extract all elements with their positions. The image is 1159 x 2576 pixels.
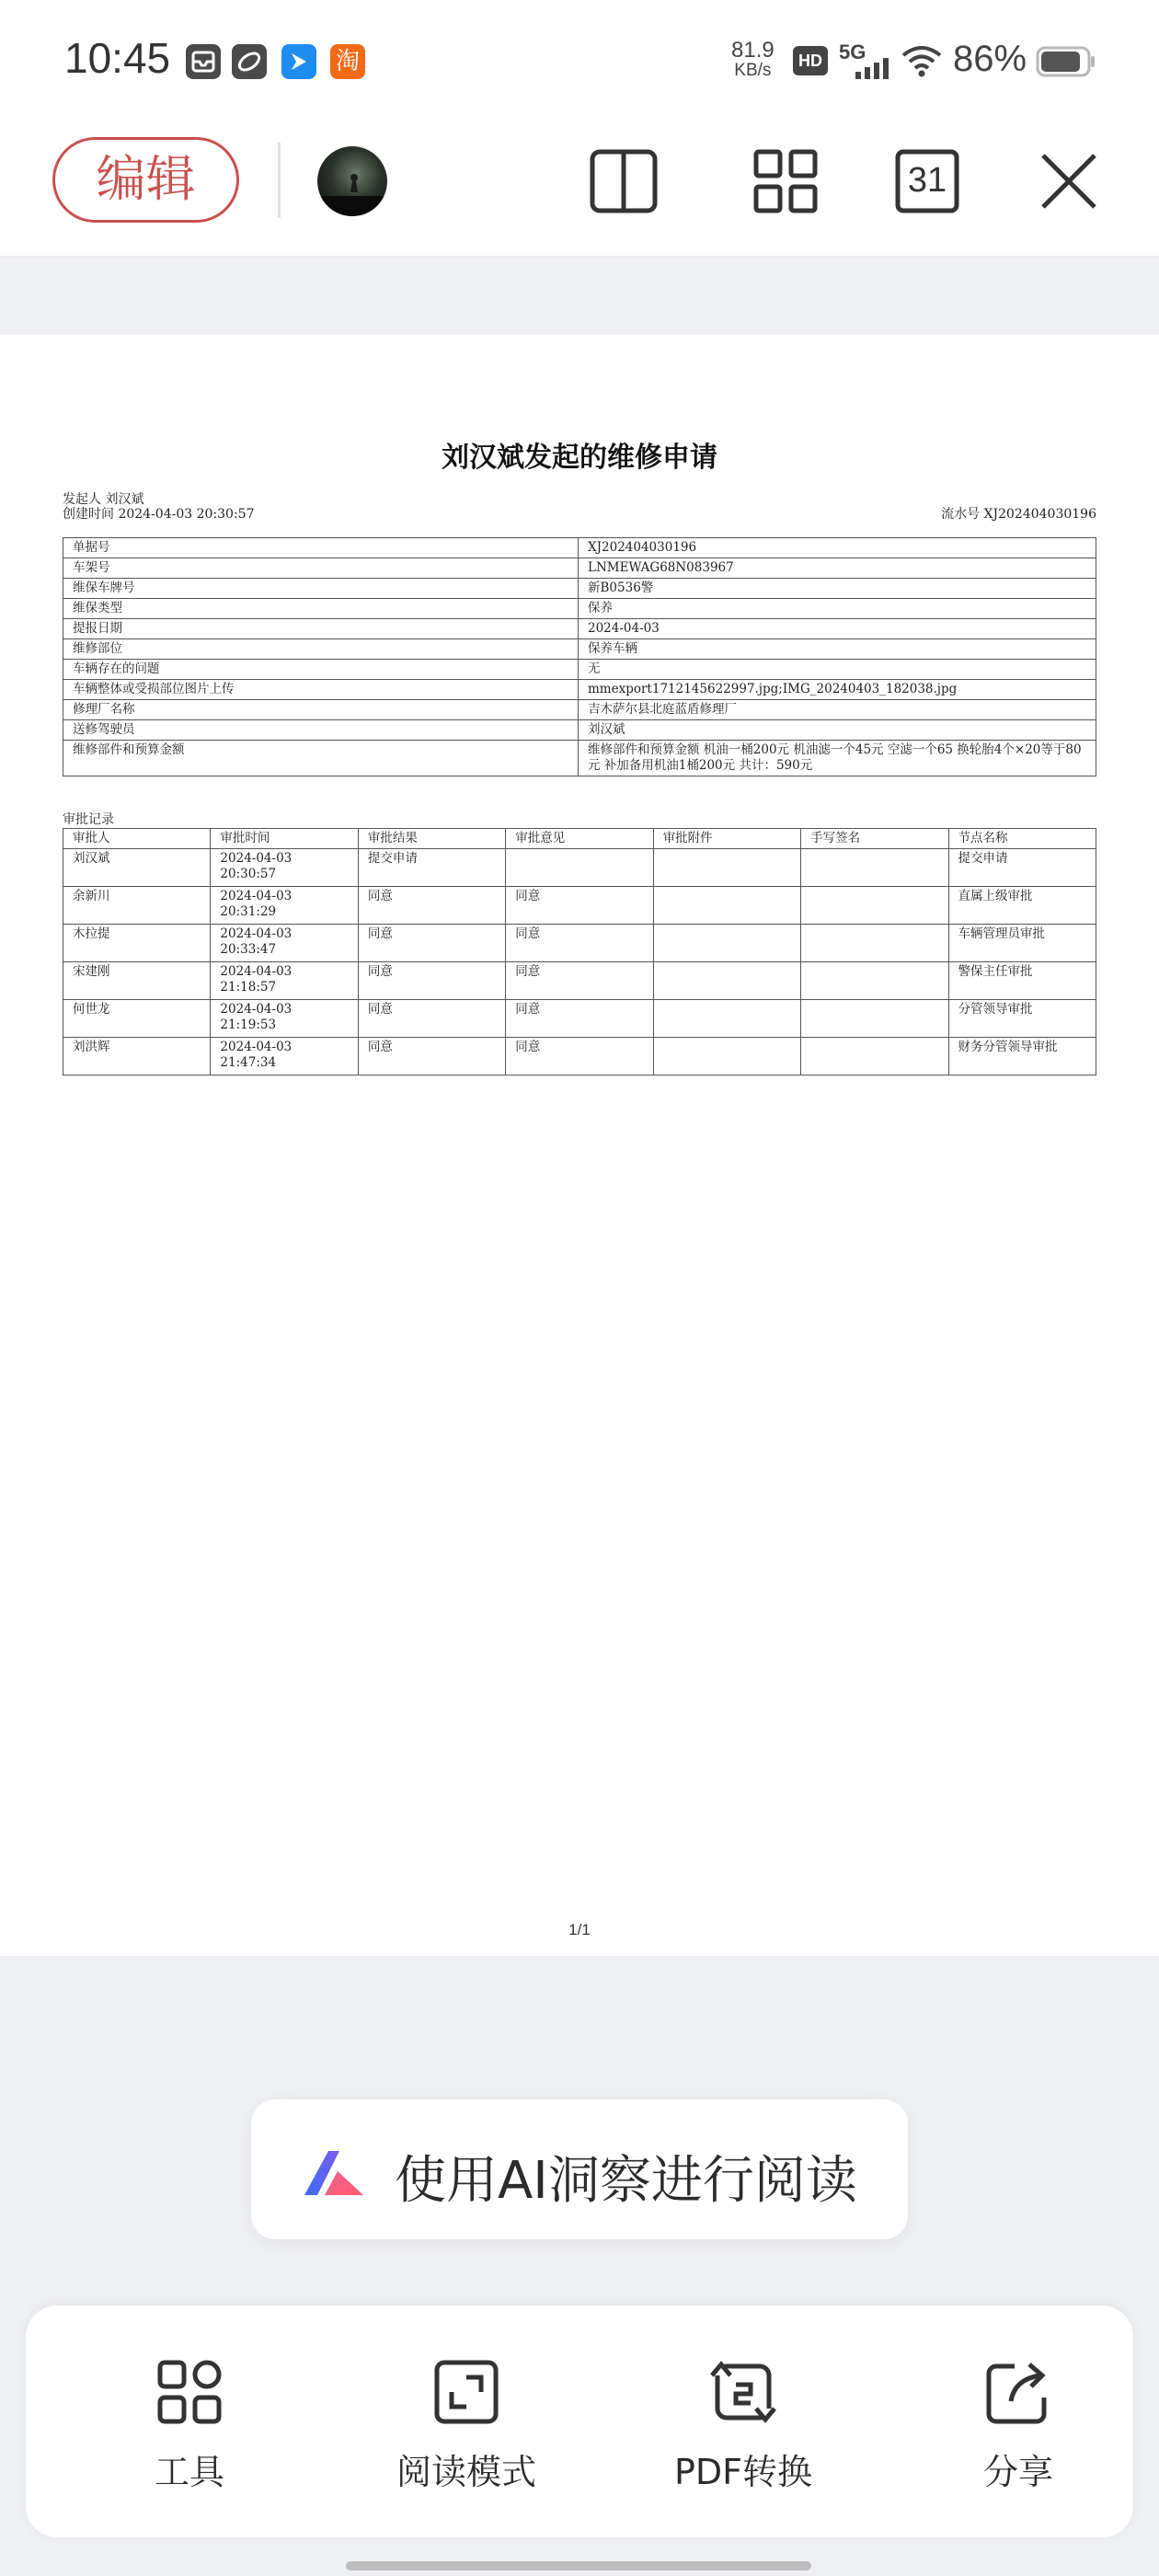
approval-row: [63, 849, 1096, 887]
approval-cell-opinion: [506, 849, 653, 887]
info-value: 新B0536警: [579, 579, 1096, 599]
approval-header-cell: 审批人: [63, 829, 211, 849]
info-key: 提报日期: [63, 619, 579, 639]
network-speed: [731, 40, 775, 81]
info-value: LNMEWAG68N083967: [579, 558, 1096, 579]
approval-cell-time: 2024-04-03 20:31:29: [211, 887, 358, 925]
approval-cell-time: 2024-04-03 20:33:47: [211, 925, 358, 962]
ai-insight-banner[interactable]: [251, 2099, 908, 2239]
approval-cell-approver: 刘洪辉: [63, 1038, 211, 1075]
approval-cell-result: 同意: [358, 925, 505, 962]
info-value: 无: [579, 660, 1096, 680]
feishu-app-icon: [281, 44, 316, 79]
info-row: [63, 660, 1096, 680]
taobao-app-icon: 淘: [330, 44, 365, 79]
info-value: 维修部件和预算金额 机油一桶200元 机油滤一个45元 空滤一个65 换轮胎4个×20等于80元 补加备用机油1桶200元 共计：590元: [579, 741, 1096, 776]
approval-cell-signature: [801, 962, 948, 1000]
close-icon[interactable]: [1032, 144, 1106, 218]
approval-cell-node: 警保主任审批: [948, 962, 1096, 1000]
approval-row: [63, 925, 1096, 962]
info-row: [63, 579, 1096, 599]
approval-cell-opinion: 同意: [506, 1000, 653, 1038]
pdf-convert-button[interactable]: [614, 2357, 872, 2494]
convert-icon: [708, 2357, 778, 2427]
calendar-page-icon[interactable]: [890, 144, 964, 218]
approval-cell-time: 2024-04-03 21:19:53: [211, 1000, 358, 1038]
net-speed-unit: KB/s: [734, 61, 772, 80]
approval-cell-opinion: 同意: [506, 1038, 653, 1075]
approval-cell-result: 提交申请: [358, 849, 505, 887]
document-title: 刘汉斌发起的维修申请: [442, 442, 717, 474]
approval-cell-approver: 木拉提: [63, 925, 211, 962]
approval-row: [63, 1038, 1096, 1075]
approval-header-cell: 审批时间: [211, 829, 358, 849]
pdf-convert-label: PDF转换: [673, 2452, 813, 2492]
thumbnails-grid-icon[interactable]: [749, 144, 822, 218]
application-info-table: [63, 537, 1096, 776]
approval-cell-node: 提交申请: [948, 849, 1096, 887]
calendar-day: 31: [907, 161, 947, 200]
approval-header-cell: 审批结果: [358, 829, 505, 849]
info-value: 2024-04-03: [579, 619, 1096, 639]
approval-cell-result: 同意: [358, 887, 505, 925]
link-app-icon: [232, 44, 267, 79]
approval-cell-approver: 余新川: [63, 887, 211, 925]
approval-cell-signature: [801, 887, 948, 925]
battery-percent: 86%: [953, 39, 1027, 79]
hd-badge: HD: [793, 46, 828, 75]
info-key: 送修驾驶员: [63, 720, 579, 741]
info-row: [63, 720, 1096, 741]
info-value: 吉木萨尔县北庭蓝盾修理厂: [579, 700, 1096, 720]
info-value: mmexport1712145622997.jpg;IMG_20240403_182038.jpg: [579, 680, 1096, 700]
approval-cell-node: 直属上级审批: [948, 887, 1096, 925]
info-row: [63, 680, 1096, 700]
approval-cell-approver: 刘汉斌: [63, 849, 211, 887]
info-row: [63, 538, 1096, 558]
approval-cell-approver: 何世龙: [63, 1000, 211, 1038]
info-key: 车架号: [63, 558, 579, 579]
approval-row: [63, 962, 1096, 1000]
info-value: 保养车辆: [579, 639, 1096, 660]
approval-cell-time: 2024-04-03 20:30:57: [211, 849, 358, 887]
approval-cell-time: 2024-04-03 21:47:34: [211, 1038, 358, 1075]
clock: 10:45: [64, 34, 171, 82]
info-key: 单据号: [63, 538, 579, 558]
net-speed-value: 81.9: [731, 38, 775, 63]
fullscreen-icon: [431, 2357, 501, 2427]
approval-cell-attachment: [653, 849, 800, 887]
home-indicator[interactable]: [346, 2561, 811, 2570]
approval-cell-node: 车辆管理员审批: [948, 925, 1096, 962]
tools-button[interactable]: [61, 2357, 318, 2494]
approval-cell-time: 2024-04-03 21:18:57: [211, 962, 358, 1000]
document-page: [0, 335, 1159, 1956]
approval-row: [63, 1000, 1096, 1038]
approval-header-cell: 手写签名: [801, 829, 948, 849]
wifi-icon: [900, 42, 944, 79]
approval-cell-signature: [801, 849, 948, 887]
approval-cell-opinion: 同意: [506, 925, 653, 962]
viewer-toolbar: [0, 124, 1159, 258]
approval-header-cell: 审批意见: [506, 829, 653, 849]
info-key: 维修部位: [63, 639, 579, 660]
approval-cell-node: 财务分管领导审批: [948, 1038, 1096, 1075]
approval-header-cell: 审批附件: [653, 829, 800, 849]
network-type: 5G: [839, 40, 866, 63]
info-key: 维保类型: [63, 599, 579, 619]
approval-cell-attachment: [653, 887, 800, 925]
info-key: 车辆整体或受损部位图片上传: [63, 680, 579, 700]
approval-cell-attachment: [653, 962, 800, 1000]
info-row: [63, 639, 1096, 660]
reading-mode-button[interactable]: [338, 2357, 595, 2494]
info-row: [63, 619, 1096, 639]
tools-label: 工具: [154, 2452, 224, 2492]
approval-cell-attachment: [653, 1038, 800, 1075]
approval-section-label: 审批记录: [63, 812, 114, 827]
approval-cell-result: 同意: [358, 962, 505, 1000]
approval-cell-attachment: [653, 925, 800, 962]
initiator: 发起人 刘汉斌: [63, 492, 144, 507]
share-label: 分享: [982, 2452, 1053, 2492]
share-button[interactable]: [889, 2357, 1147, 2494]
approval-cell-opinion: 同意: [506, 962, 653, 1000]
share-icon: [983, 2357, 1053, 2427]
toolbar-divider: [278, 143, 281, 218]
info-key: 维保车牌号: [63, 579, 579, 599]
info-key: 维修部件和预算金额: [63, 741, 579, 776]
info-value: XJ202404030196: [579, 538, 1096, 558]
approval-cell-node: 分管领导审批: [948, 1000, 1096, 1038]
info-row: [63, 558, 1096, 579]
edit-button[interactable]: 编辑: [52, 137, 239, 223]
created-time: 创建时间 2024-04-03 20:30:57: [63, 507, 255, 522]
info-row: [63, 700, 1096, 720]
info-key: 修理厂名称: [63, 700, 579, 720]
approval-cell-result: 同意: [358, 1038, 505, 1075]
approval-header-cell: 节点名称: [948, 829, 1096, 849]
approval-row: [63, 887, 1096, 925]
approval-cell-opinion: 同意: [506, 887, 653, 925]
bottom-action-bar: [26, 2306, 1133, 2537]
ai-insight-label: 使用AI洞察进行阅读: [395, 2151, 857, 2211]
status-bar: [0, 0, 1159, 124]
info-value: 刘汉斌: [579, 720, 1096, 741]
info-row: [63, 741, 1096, 776]
signal-icon: [843, 57, 892, 79]
serial-number: 流水号 XJ202404030196: [941, 507, 1096, 522]
inbox-app-icon: [186, 44, 221, 79]
info-value: 保养: [579, 599, 1096, 619]
grid-tools-icon: [155, 2357, 224, 2427]
approval-cell-approver: 宋建刚: [63, 962, 211, 1000]
ai-logo-icon: [301, 2147, 367, 2199]
battery-icon: [1036, 46, 1096, 77]
split-view-icon[interactable]: [587, 144, 660, 218]
approval-cell-signature: [801, 1000, 948, 1038]
approval-cell-signature: [801, 925, 948, 962]
info-key: 车辆存在的问题: [63, 660, 579, 680]
approval-records-table: [63, 828, 1096, 1075]
reading-mode-label: 阅读模式: [396, 2452, 536, 2492]
page-indicator: 1/1: [568, 1921, 591, 1938]
info-row: [63, 599, 1096, 619]
approval-cell-signature: [801, 1038, 948, 1075]
approval-cell-attachment: [653, 1000, 800, 1038]
approval-cell-result: 同意: [358, 1000, 505, 1038]
avatar[interactable]: [317, 146, 387, 216]
